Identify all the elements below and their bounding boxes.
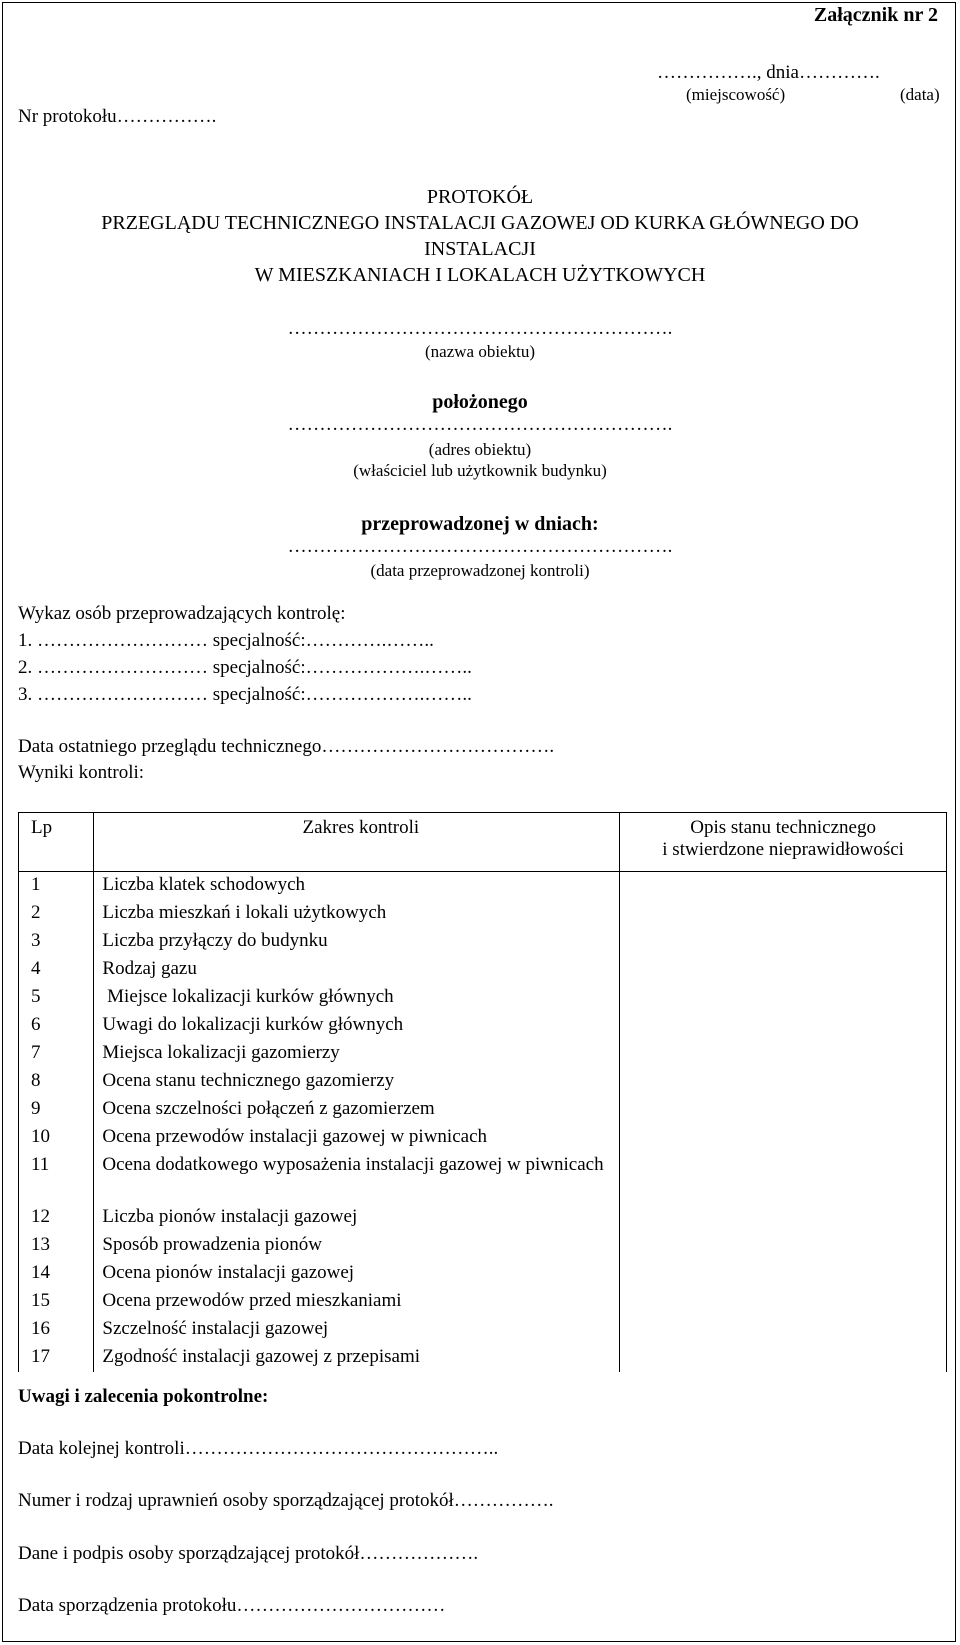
table-row bbox=[19, 1232, 947, 1260]
row-lp: 9 bbox=[19, 1096, 94, 1124]
table-row bbox=[19, 872, 947, 901]
row-description-cell[interactable] bbox=[620, 1068, 947, 1096]
row-range: Rodzaj gazu bbox=[94, 956, 620, 984]
row-range: Ocena stanu technicznego gazomierzy bbox=[94, 1068, 620, 1096]
row-range: Uwagi do lokalizacji kurków głównych bbox=[94, 1012, 620, 1040]
address-caption: (adres obiektu) bbox=[428, 440, 532, 459]
row-range: Liczba mieszkań i lokali użytkowych bbox=[94, 900, 620, 928]
row-lp: 5 bbox=[19, 984, 94, 1012]
protocol-date-line: Data sporządzenia protokołu…………………………… bbox=[18, 1595, 446, 1616]
owner-caption: (właściciel lub użytkownik budynku) bbox=[353, 461, 607, 480]
row-lp: 14 bbox=[19, 1260, 94, 1288]
row-description-cell[interactable] bbox=[620, 956, 947, 984]
last-inspection-date: Data ostatniego przeglądu technicznego………………………………. bbox=[18, 736, 555, 757]
table-row bbox=[19, 1152, 947, 1204]
table-row bbox=[19, 1260, 947, 1288]
row-lp: 17 bbox=[19, 1344, 94, 1372]
col-description-line2: i stwierdzone nieprawidłowości bbox=[662, 839, 904, 860]
row-description-cell[interactable] bbox=[620, 1152, 947, 1204]
results-heading: Wyniki kontroli: bbox=[18, 762, 145, 783]
row-lp: 3 bbox=[19, 928, 94, 956]
row-description-cell[interactable] bbox=[620, 1204, 947, 1232]
row-range: Ocena pionów instalacji gazowej bbox=[94, 1260, 620, 1288]
col-description-line1: Opis stanu technicznego bbox=[690, 817, 876, 838]
row-description-cell[interactable] bbox=[620, 1288, 947, 1316]
row-lp: 16 bbox=[19, 1316, 94, 1344]
col-range-header: Zakres kontroli bbox=[94, 813, 620, 872]
row-lp: 13 bbox=[19, 1232, 94, 1260]
col-description-header bbox=[620, 813, 947, 872]
row-range: Zgodność instalacji gazowej z przepisami bbox=[94, 1344, 620, 1372]
inspectors-heading: Wykaz osób przeprowadzających kontrolę: bbox=[18, 603, 346, 624]
row-lp: 1 bbox=[19, 872, 94, 901]
row-range: Ocena przewodów przed mieszkaniami bbox=[94, 1288, 620, 1316]
table-row bbox=[19, 1344, 947, 1372]
protocol-number: Nr protokołu……………. bbox=[18, 106, 217, 127]
row-lp: 8 bbox=[19, 1068, 94, 1096]
document-title-line2: PRZEGLĄDU TECHNICZNEGO INSTALACJI GAZOWEJ OD KURKA GŁÓWNEGO DO bbox=[101, 212, 859, 234]
row-description-cell[interactable] bbox=[620, 1260, 947, 1288]
inspector-line-3: 3. ……………………… specjalność:……………….…….. bbox=[18, 684, 472, 705]
row-description-cell[interactable] bbox=[620, 1344, 947, 1372]
inspector-line-2: 2. ……………………… specjalność:……………….…….. bbox=[18, 657, 472, 678]
table-row bbox=[19, 1124, 947, 1152]
row-range: Ocena dodatkowego wyposażenia instalacji gazowej w piwnicach bbox=[94, 1152, 620, 1204]
document-title-line3: INSTALACJI bbox=[424, 238, 536, 260]
row-description-cell[interactable] bbox=[620, 1316, 947, 1344]
row-range: Szczelność instalacji gazowej bbox=[94, 1316, 620, 1344]
next-inspection-date: Data kolejnej kontroli………………………………………….. bbox=[18, 1438, 499, 1459]
object-name-caption: (nazwa obiektu) bbox=[425, 342, 535, 361]
document-title-line4: W MIESZKANIACH I LOKALACH UŻYTKOWYCH bbox=[254, 264, 706, 286]
row-range: Miejsca lokalizacji gazomierzy bbox=[94, 1040, 620, 1068]
col-lp-header: Lp bbox=[19, 813, 94, 872]
row-range: Liczba klatek schodowych bbox=[94, 872, 620, 901]
row-lp: 15 bbox=[19, 1288, 94, 1316]
signature-line: Dane i podpis osoby sporządzającej protokół………………. bbox=[18, 1543, 479, 1564]
address-dots: ……………………………………………………. bbox=[287, 414, 673, 435]
table-row bbox=[19, 1068, 947, 1096]
row-range: Miejsce lokalizacji kurków głównych bbox=[94, 984, 620, 1012]
table-row bbox=[19, 928, 947, 956]
row-range: Ocena szczelności połączeń z gazomierzem bbox=[94, 1096, 620, 1124]
table-row bbox=[19, 900, 947, 928]
object-name-dots: ……………………………………………………. bbox=[287, 318, 673, 339]
row-description-cell[interactable] bbox=[620, 984, 947, 1012]
row-lp: 12 bbox=[19, 1204, 94, 1232]
conducted-label: przeprowadzonej w dniach: bbox=[361, 513, 599, 535]
row-description-cell[interactable] bbox=[620, 872, 947, 901]
row-lp: 6 bbox=[19, 1012, 94, 1040]
table-row bbox=[19, 956, 947, 984]
table-row bbox=[19, 1012, 947, 1040]
row-lp: 2 bbox=[19, 900, 94, 928]
inspector-line-1: 1. ……………………… specjalność:………….…….. bbox=[18, 630, 434, 651]
attachment-label: Załącznik nr 2 bbox=[813, 4, 938, 26]
control-table bbox=[18, 812, 947, 1372]
row-range: Liczba przyłączy do budynku bbox=[94, 928, 620, 956]
row-lp: 7 bbox=[19, 1040, 94, 1068]
date-caption: (data) bbox=[900, 85, 940, 104]
table-row bbox=[19, 1316, 947, 1344]
row-lp: 10 bbox=[19, 1124, 94, 1152]
table-row bbox=[19, 1096, 947, 1124]
conducted-dots: ……………………………………………………. bbox=[287, 536, 673, 557]
row-range: Sposób prowadzenia pionów bbox=[94, 1232, 620, 1260]
row-description-cell[interactable] bbox=[620, 1232, 947, 1260]
table-row bbox=[19, 1204, 947, 1232]
located-label: położonego bbox=[432, 391, 528, 413]
row-description-cell[interactable] bbox=[620, 1012, 947, 1040]
conducted-caption: (data przeprowadzonej kontroli) bbox=[370, 561, 590, 580]
row-description-cell[interactable] bbox=[620, 928, 947, 956]
permissions-line: Numer i rodzaj uprawnień osoby sporządzającej protokół……………. bbox=[18, 1490, 554, 1511]
row-description-cell[interactable] bbox=[620, 900, 947, 928]
table-row bbox=[19, 1288, 947, 1316]
place-caption: (miejscowość) bbox=[686, 85, 786, 104]
table-row bbox=[19, 984, 947, 1012]
place-date-line: ……………., dnia…………. bbox=[657, 62, 880, 83]
row-lp: 11 bbox=[19, 1152, 94, 1204]
row-lp: 4 bbox=[19, 956, 94, 984]
remarks-heading: Uwagi i zalecenia pokontrolne: bbox=[18, 1386, 269, 1407]
row-description-cell[interactable] bbox=[620, 1124, 947, 1152]
document-title: PROTOKÓŁ bbox=[426, 186, 534, 208]
row-description-cell[interactable] bbox=[620, 1040, 947, 1068]
row-range: Ocena przewodów instalacji gazowej w piwnicach bbox=[94, 1124, 620, 1152]
row-description-cell[interactable] bbox=[620, 1096, 947, 1124]
row-range: Liczba pionów instalacji gazowej bbox=[94, 1204, 620, 1232]
table-header-row bbox=[19, 813, 947, 872]
table-row bbox=[19, 1040, 947, 1068]
